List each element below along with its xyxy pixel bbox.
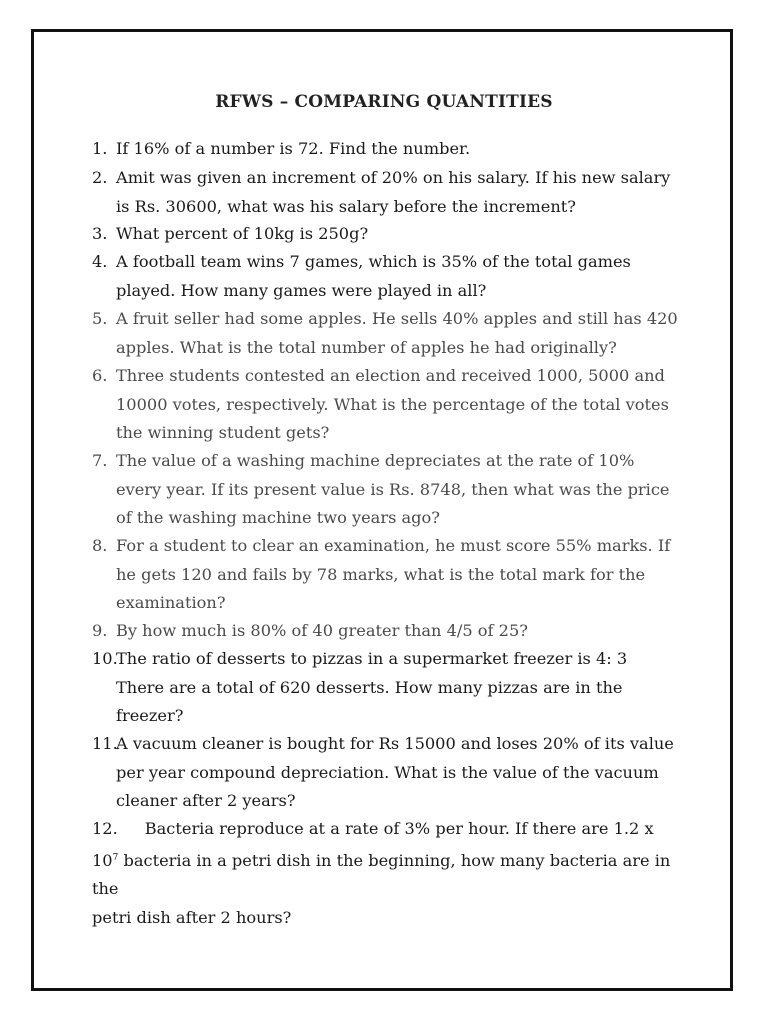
question-number: 2. [92, 168, 108, 187]
question-12-line-1 [92, 815, 692, 844]
question-number: 4. [92, 252, 108, 271]
question-number: 11. [92, 734, 118, 753]
question-text: bacteria in a petri dish in the beginning, how many bacteria are in the [92, 850, 671, 898]
question-12-line-3: petri dish after 2 hours? [92, 907, 292, 927]
question-number: 12. [92, 819, 118, 838]
question-text: A fruit seller had some apples. He sells 40% apples and still has 420 apples. What is the total number of apples he had originally? [116, 309, 678, 357]
question-number: 6. [92, 366, 108, 385]
question-3 [92, 220, 678, 249]
question-text: The value of a washing machine depreciates at the rate of 10% every year. If its present value is Rs. 8748, then what was the price of the washing machine two years ago? [116, 451, 670, 527]
question-text: A vacuum cleaner is bought for Rs 15000 and loses 20% of its value per year compound depreciation. What is the value of the vacuum cleaner after 2 years? [116, 734, 674, 810]
question-text: Bacteria reproduce at a rate of 3% per hour. If there are 1.2 x [144, 819, 654, 838]
question-5 [92, 305, 678, 362]
question-number: 7. [92, 451, 108, 470]
question-12-line-2 [92, 844, 692, 904]
power-base: 10 [92, 850, 113, 870]
question-number: 9. [92, 621, 108, 640]
question-9 [92, 617, 678, 646]
power-exponent: 7 [112, 852, 119, 863]
question-text: The ratio of desserts to pizzas in a supermarket freezer is 4: 3 There are a total of 620 desserts. How many pizzas are in the freezer? [116, 649, 628, 725]
question-number: 1. [92, 139, 108, 158]
question-text: Three students contested an election and received 1000, 5000 and 10000 votes, respectively. What is the percentage of the total votes the winning student gets? [116, 366, 669, 442]
question-text: For a student to clear an examination, he must score 55% marks. If he gets 120 and fails by 78 marks, what is the total mark for the examination? [116, 536, 671, 612]
question-number: 8. [92, 536, 108, 555]
worksheet-title: RFWS – COMPARING QUANTITIES [215, 92, 553, 112]
question-2 [92, 164, 678, 221]
question-11 [92, 730, 678, 816]
question-10 [92, 645, 678, 731]
question-number: 3. [92, 224, 108, 243]
question-8 [92, 532, 678, 618]
question-7 [92, 447, 678, 533]
question-6 [92, 362, 678, 448]
question-4 [92, 248, 678, 305]
question-1 [92, 135, 678, 164]
question-text: A football team wins 7 games, which is 35% of the total games played. How many games were played in all? [116, 252, 631, 300]
question-number: 10. [92, 649, 118, 668]
question-text: If 16% of a number is 72. Find the number. [116, 139, 471, 158]
question-text: What percent of 10kg is 250g? [116, 224, 369, 243]
question-12 [92, 815, 692, 932]
question-text: Amit was given an increment of 20% on his salary. If his new salary is Rs. 30600, what was his salary before the increment? [116, 168, 671, 216]
question-text: By how much is 80% of 40 greater than 4/5 of 25? [116, 621, 528, 640]
question-number: 5. [92, 309, 108, 328]
